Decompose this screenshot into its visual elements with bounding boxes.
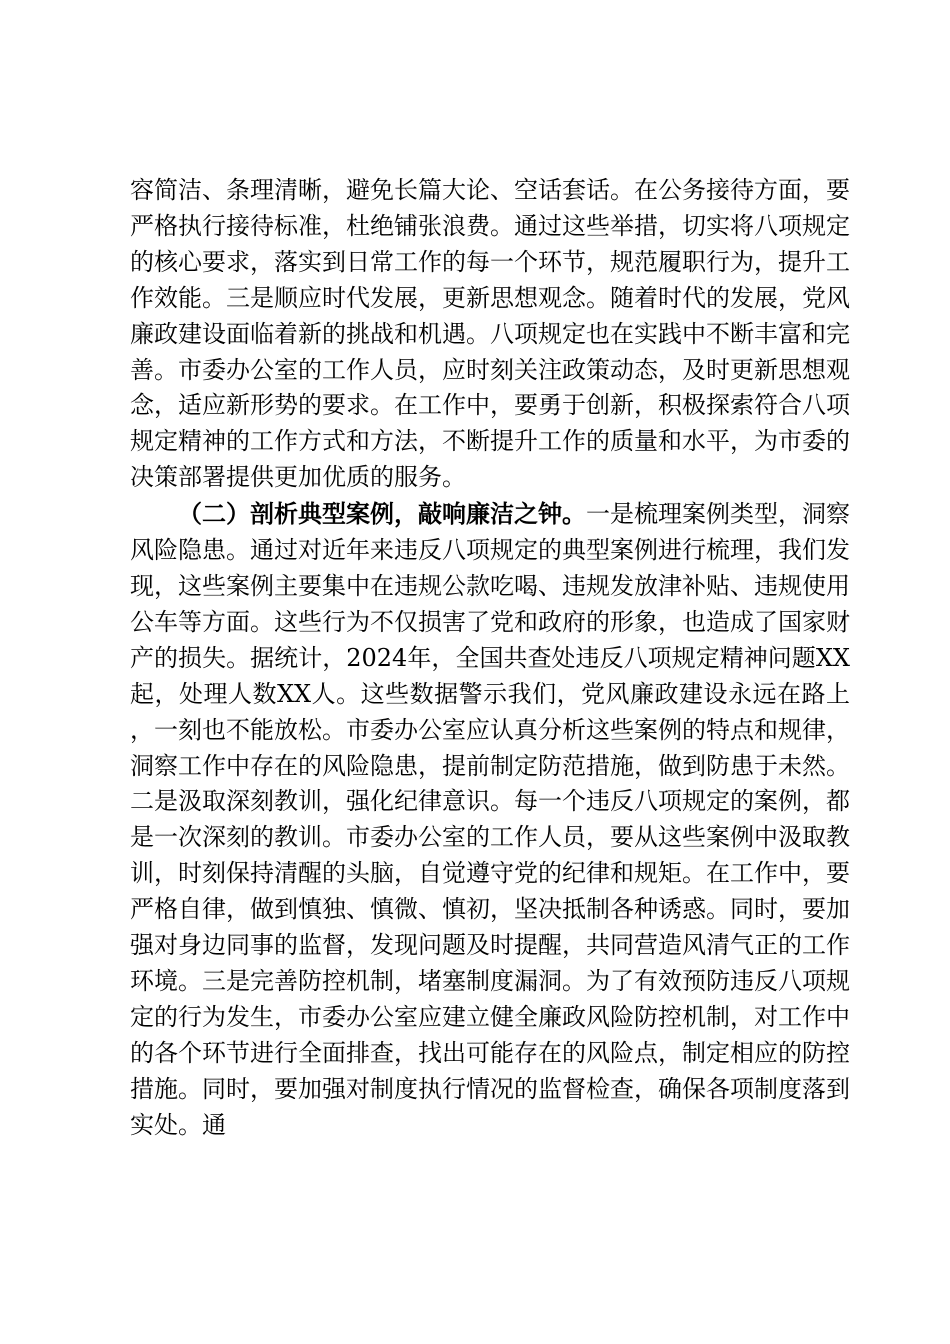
paragraph-1-text: 容简洁、条理清晰，避免长篇大论、空话套话。在公务接待方面，要严格执行接待标准，杜绝铺张浪费。通过这些举措，切实将八项规定的核心要求，落实到日常工作的每一个环节，规范履职行为，提升工作效能。三是顺应时代发展，更新思想观念。随着时代的发展，党风廉政建设面临着新的挑战和机遇。八项规定也在实践中不断丰富和完善。市委办公室的工作人员，应时刻关注政策动态，及时更新思想观念，适应新形势的要求。在工作中，要勇于创新，积极探索符合八项规定精神的工作方式和方法，不断提升工作的质量和水平，为市委的决策部署提供更加优质的服务。: [130, 176, 850, 492]
paragraph-1: [130, 172, 850, 496]
section-heading: （二）剖析典型案例，敲响廉洁之钟。: [178, 499, 586, 529]
paragraph-2: [130, 496, 850, 1143]
paragraph-2-text: 一是梳理案例类型，洞察风险隐患。通过对近年来违反八项规定的典型案例进行梳理，我们发现，这些案例主要集中在违规公款吃喝、违规发放津补贴、违规使用公车等方面。这些行为不仅损害了党和政府的形象，也造成了国家财产的损失。据统计，2024年，全国共查处违反八项规定精神问题XX起，处理人数XX人。这些数据警示我们，党风廉政建设永远在路上，一刻也不能放松。市委办公室应认真分析这些案例的特点和规律，洞察工作中存在的风险隐患，提前制定防范措施，做到防患于未然。二是汲取深刻教训，强化纪律意识。每一个违反八项规定的案例，都是一次深刻的教训。市委办公室的工作人员，要从这些案例中汲取教训，时刻保持清醒的头脑，自觉遵守党的纪律和规矩。在工作中，要严格自律，做到慎独、慎微、慎初，坚决抵制各种诱惑。同时，要加强对身边同事的监督，发现问题及时提醒，共同营造风清气正的工作环境。三是完善防控机制，堵塞制度漏洞。为了有效预防违反八项规定的行为发生，市委办公室应建立健全廉政风险防控机制，对工作中的各个环节进行全面排查，找出可能存在的风险点，制定相应的防控措施。同时，要加强对制度执行情况的监督检查，确保各项制度落到实处。通: [130, 500, 850, 1139]
document-body: [130, 172, 850, 1143]
